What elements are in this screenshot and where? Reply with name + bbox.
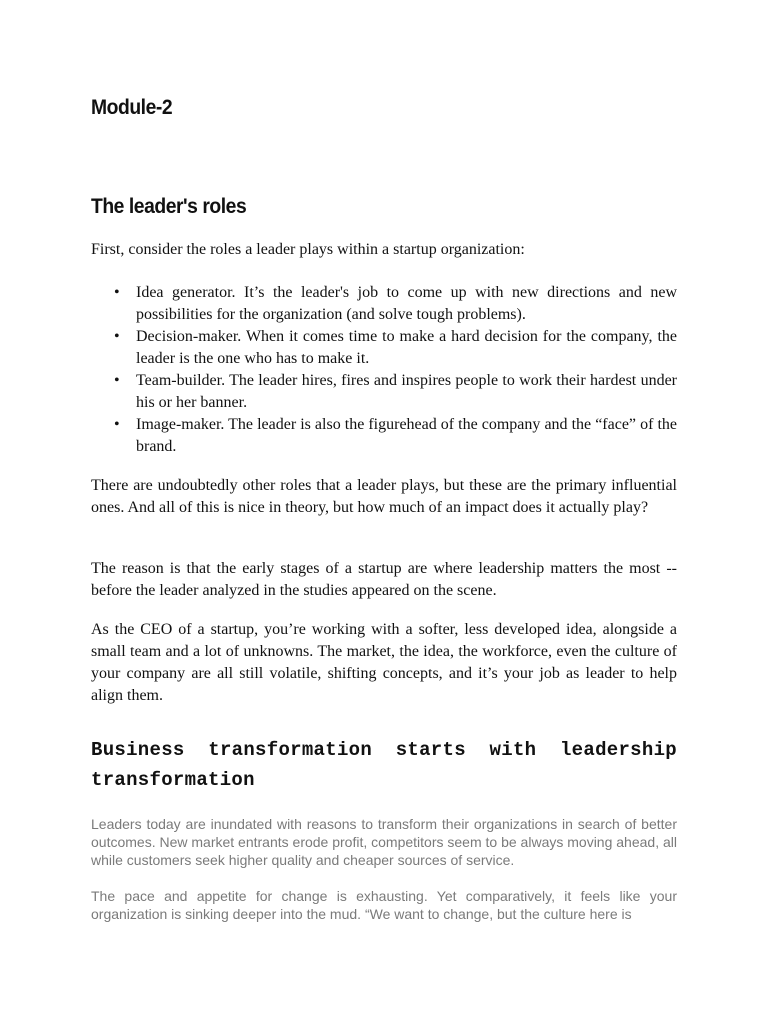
body-paragraph: There are undoubtedly other roles that a leader plays, but these are the primary influential ones. And all of this is nice in theory, but how much of an impact does it actually play? [91,477,677,516]
section-title: The leader's roles [91,195,247,218]
transformation-paragraph: Leaders today are inundated with reasons to transform their organizations in search of better outcomes. New market entrants erode profit, competitors seem to be always moving ahead, all while customers seek higher quality and cheaper sources of service. [91,816,677,868]
bullet-icon: • [114,328,120,345]
body-paragraph: The reason is that the early stages of a startup are where leadership matters the most -- before the leader analyzed in the studies appeared on the scene. [91,560,677,599]
roles-list [91,282,677,458]
role-text-decision-maker: Decision-maker. When it comes time to make a hard decision for the company, the leader is the one who has to make it. [136,328,677,367]
transformation-heading: Business transformation starts with leadership transformation [91,739,677,791]
list-item [91,370,677,414]
role-text-team-builder: Team-builder. The leader hires, fires and inspires people to work their hardest under his or her banner. [136,372,677,411]
list-item [91,282,677,326]
bullet-icon: • [114,284,120,301]
intro-paragraph: First, consider the roles a leader plays within a startup organization: [91,241,525,258]
bullet-icon: • [114,372,120,389]
role-text-image-maker: Image-maker. The leader is also the figurehead of the company and the “face” of the brand. [136,416,677,455]
role-text-idea-generator: Idea generator. It’s the leader's job to come up with new directions and new possibilities for the organization (and solve tough problems). [136,284,677,323]
list-item [91,326,677,370]
body-paragraph: As the CEO of a startup, you’re working with a softer, less developed idea, alongside a small team and a lot of unknowns. The market, the idea, the workforce, even the culture of your company are all still volatile, shifting concepts, and it’s your job as leader to help align them. [91,621,677,704]
module-title: Module-2 [91,96,173,119]
transformation-paragraph: The pace and appetite for change is exhausting. Yet comparatively, it feels like your organization is sinking deeper into the mud. “We want to change, but the culture here is [91,888,677,922]
list-item [91,414,677,458]
bullet-icon: • [114,416,120,433]
